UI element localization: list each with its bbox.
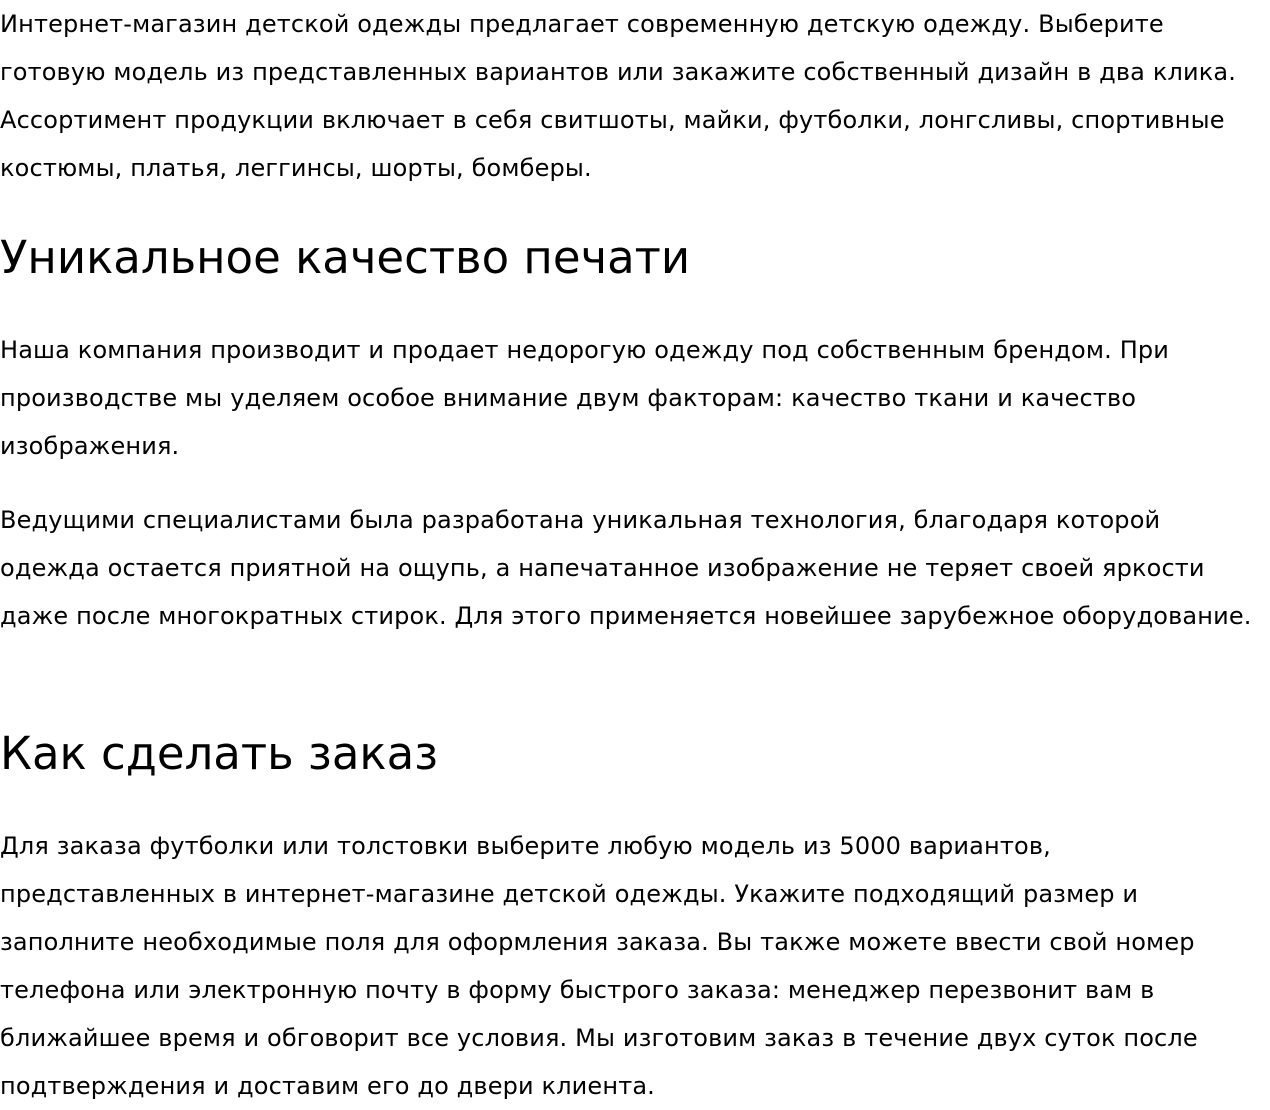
print-quality-paragraph-1: Наша компания производит и продает недорогую одежду под собственным брендом. При производстве мы уделяем особое внимание двум факторам: качество ткани и качество изображения. — [0, 336, 1170, 460]
section-heading-print-quality: Уникальное качество печати — [0, 231, 691, 284]
print-quality-paragraph-2: Ведущими специалистами была разработана уникальная технология, благодаря которой одежда остается приятной на ощупь, а напечатанное изображение не теряет своей яркости даже после многократных стирок. Для этого применяется новейшее зарубежное оборудование. — [0, 506, 1252, 630]
how-to-order-paragraph: Для заказа футболки или толстовки выберите любую модель из 5000 вариантов, представленных в интернет-магазине детской одежды. Укажите подходящий размер и заполните необходимые поля для оформления заказа. Вы также можете ввести свой номер телефона или электронную почту в форму быстрого заказа: менеджер перезвонит вам в ближайшее время и обговорит все условия. Мы изготовим заказ в течение двух суток после подтверждения и доставим его до двери клиента. — [0, 832, 1198, 1100]
intro-paragraph: Интернет-магазин детской одежды предлагает современную детскую одежду. Выберите готовую модель из представленных вариантов или закажите собственный дизайн в два клика. Ассортимент продукции включает в себя свитшоты, майки, футболки, лонгсливы, спортивные костюмы, платья, леггинсы, шорты, бомберы. — [0, 10, 1236, 182]
section-heading-how-to-order: Как сделать заказ — [0, 727, 439, 780]
